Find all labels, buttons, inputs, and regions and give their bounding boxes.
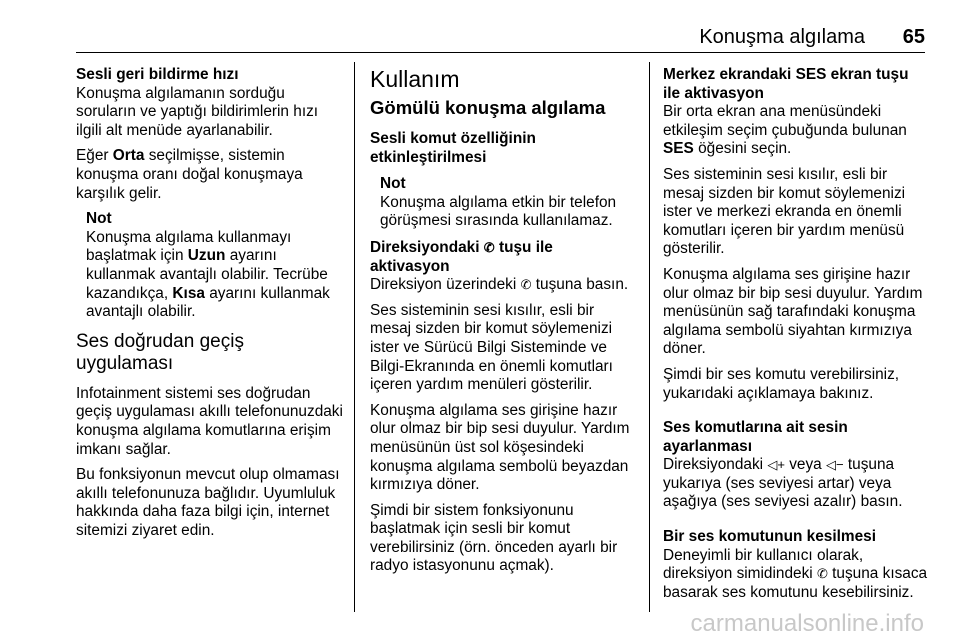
paragraph: Konuşma algılama ses girişine hazır olur olmaz bir bip sesi duyulur. Yardım menüsünün sağ tarafındaki konuşma algılama sembolü siyahtan kırmızıya döner. <box>663 265 923 358</box>
paragraph: Konuşma algılama ses girişine hazır olur olmaz bir bip sesi duyulur. Yardım menüsünün üst sol köşesindeki konuşma algılama sembolü beyazdan kırmızıya döner. <box>370 401 630 494</box>
watermark: carmanualsonline.info <box>690 610 924 637</box>
paragraph: Ses sisteminin sesi kısılır, esli bir mesaj sizden bir komut söylemenizi ister ve merkezi ekranda en önemli komutları içeren bir yardım menüsü gösterilir. <box>663 165 906 258</box>
paragraph: Eğer Orta seçilmişse, sistemin konuşma oranı doğal konuşmaya karşılık gelir. <box>76 147 303 202</box>
section-heading-volume: Ses komutlarına ait sesin ayarlanması <box>663 419 848 455</box>
header-rule <box>76 52 925 53</box>
paragraph: Deneyimli bir kullanıcı olarak, direksiyon simidindeki ✆ tuşuna kısaca basarak ses komutunu kesebilirsiniz. <box>663 546 928 601</box>
heading-usage: Kullanım <box>370 66 460 92</box>
paragraph: Infotainment sistemi ses doğrudan geçiş uygulaması akıllı telefonunuzdaki konuşma algılama komutlarına erişim imkanı sağlar. <box>76 384 343 458</box>
section-heading-cancel: Bir ses komutunun kesilmesi <box>663 528 876 546</box>
term-ses: SES <box>663 140 694 158</box>
column-2 <box>370 66 635 583</box>
paragraph: Şimdi bir ses komutu verebilirsiniz, yukarıdaki açıklamaya bakınız. <box>663 365 900 402</box>
heading-embedded-recognition: Gömülü konuşma algılama <box>370 97 606 118</box>
column-1 <box>76 66 346 547</box>
paragraph: Direksiyondaki ◁+ veya ◁− tuşuna yukarıya (ses seviyesi artar) veya aşağıya (ses seviyesi azalır) basın. <box>663 456 903 511</box>
note-title: Not <box>86 210 112 228</box>
paragraph: Konuşma algılamanın sorduğu soruların ve yaptığı bildirimlerin hızı ilgili alt menüde ayarlanabilir. <box>76 84 319 139</box>
paragraph: Bir orta ekran ana menüsündeki etkileşim seçim çubuğunda bulunan SES öğesini seçin. <box>663 103 907 158</box>
section-heading-activation: Sesli komut özelliğinin etkinleştirilmesi <box>370 130 536 166</box>
page-number: 65 <box>902 26 925 48</box>
paragraph: Direksiyon üzerindeki ✆ tuşuna basın. <box>370 276 629 294</box>
note-text: Konuşma algılama etkin bir telefon görüşmesi sırasında kullanılamaz. <box>380 193 617 230</box>
paragraph: Şimdi bir sistem fonksiyonunu başlatmak için sesli bir komut verebilirsiniz (örn. önceden ayarlı bir radyo istasyonunu açmak). <box>370 501 618 575</box>
note-text: Konuşma algılama kullanmayı başlatmak için Uzun ayarını kullanmak avantajlı olabilir. Tecrübe kazandıkça, Kısa ayarını kullanmak avantajlı olabilir. <box>86 228 330 321</box>
volume-down-icon: ◁− <box>826 457 844 473</box>
voice-command-icon: ✆ <box>483 239 495 255</box>
column-3 <box>663 66 928 609</box>
section-heading-feedback-speed: Sesli geri bildirme hızı <box>76 66 239 83</box>
note-title: Not <box>380 175 406 193</box>
paragraph: Bu fonksiyonun mevcut olup olmaması akıllı telefonunuza bağlıdır. Uyumluluk hakkında daha faza bilgi için, internet sitemizi ziyaret edin. <box>76 466 340 539</box>
note-box <box>370 175 635 231</box>
term-uzun: Uzun <box>187 247 226 265</box>
term-kisa: Kısa <box>172 284 205 302</box>
paragraph: Ses sisteminin sesi kısılır, esli bir mesaj sizden bir komut söylemenizi ister ve Sürücü Bilgi Sisteminde ve Bilgi-Ekranında en önemli komutları içeren yardım menüleri gösterilir. <box>370 301 613 394</box>
column-divider-1 <box>354 62 355 612</box>
volume-up-icon: ◁+ <box>767 457 785 473</box>
voice-command-icon: ✆ <box>520 277 532 293</box>
term-orta: Orta <box>112 147 145 165</box>
section-heading-steering-activation: Direksiyondaki ✆ tuşu ile aktivasyon <box>370 238 553 275</box>
note-box <box>76 210 346 322</box>
section-heading-center-display: Merkez ekrandaki SES ekran tuşu ile aktivasyon <box>663 66 909 102</box>
voice-command-icon: ✆ <box>816 566 828 582</box>
page-header <box>76 26 925 48</box>
heading-passthrough: Ses doğrudan geçiş uygulaması <box>76 330 244 374</box>
page-title: Konuşma algılama <box>699 26 865 48</box>
column-divider-2 <box>649 62 650 612</box>
